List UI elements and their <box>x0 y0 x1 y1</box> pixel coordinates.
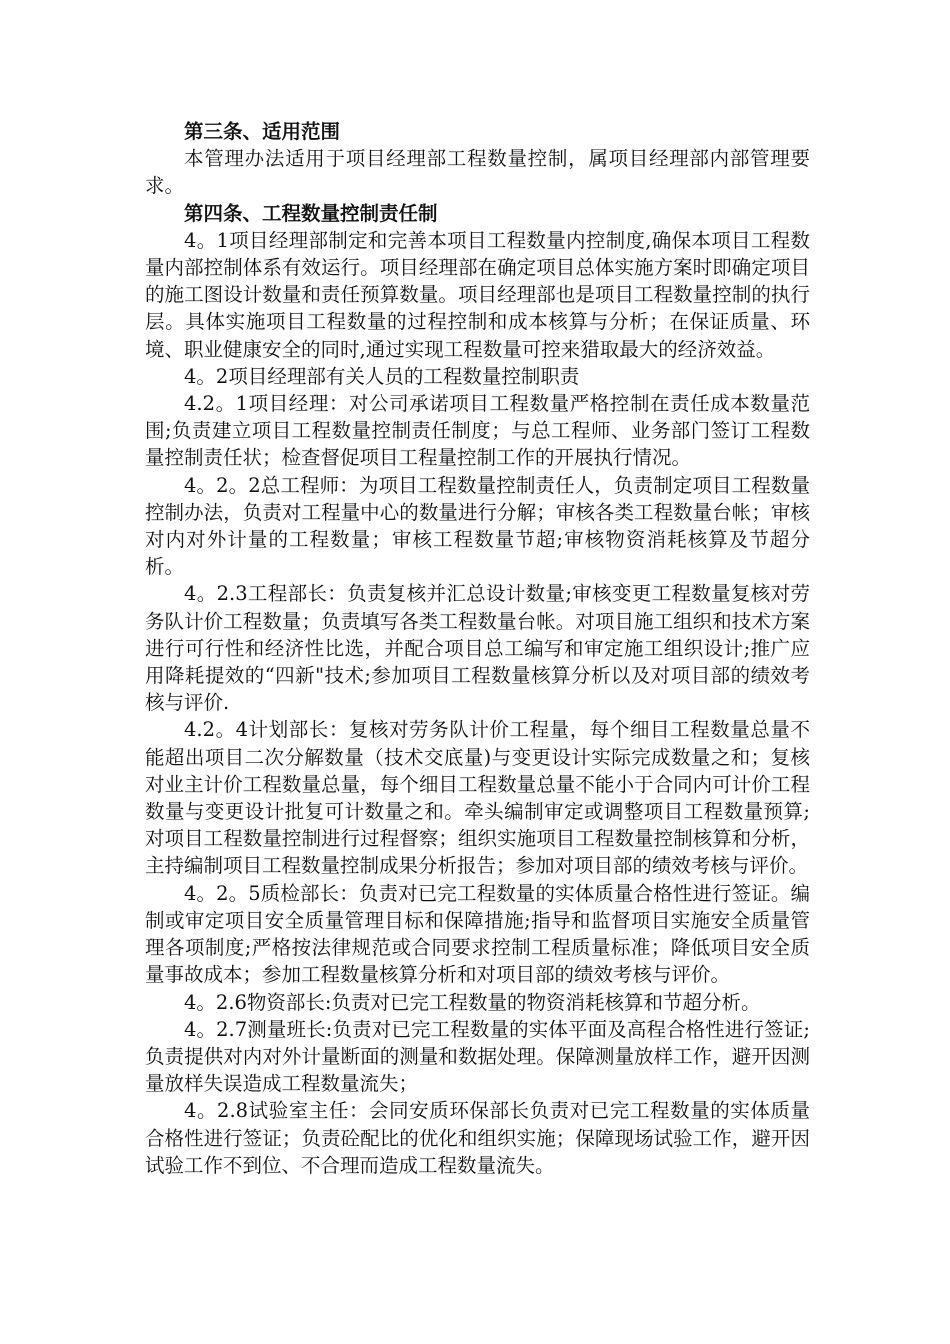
paragraph-4-2-4: 4.2。4计划部长：复核对劳务队计价工程量，每个细目工程数量总量不能超出项目二次分解数量（技术交底量)与变更设计实际完成数量之和；复核对业主计价工程数量总量，每个细目工程数量总量不能小于合同内可计价工程数量与变更设计批复可计数量之和。牵头编制审定或调整项目工程数量预算;对项目工程数量控制进行过程督察；组织实施项目工程数量控制核算和分析，主持编制项目工程数量控制成果分析报告；参加对项目部的绩效考核与评价。 <box>145 718 810 878</box>
section-heading-3: 第三条、适用范围 <box>184 120 341 143</box>
paragraph-4-2-2: 4。2。2总工程师：为项目工程数量控制责任人，负责制定项目工程数量控制办法，负责对工程量中心的数量进行分解；审核各类工程数量台帐；审核对内对外计量的工程数量；审核工程数量节超;审核物资消耗核算及节超分析。 <box>145 473 810 579</box>
document-page <box>145 118 810 1179</box>
paragraph-4-2-5: 4。2。5质检部长：负责对已完工程数量的实体质量合格性进行签证。编制或审定项目安全质量管理目标和保障措施;指导和监督项目实施安全质量管理各项制度;严格按法律规范或合同要求控制工程质量标准；降低项目安全质量事故成本；参加工程数量核算分析和对项目部的绩效考核与评价。 <box>145 881 810 987</box>
paragraph-4-2-3: 4。2.3工程部长：负责复核并汇总设计数量;审核变更工程数量复核对劳务队计价工程数量；负责填写各类工程数量台帐。对项目施工组织和技术方案进行可行性和经济性比选，并配合项目总工编写和审定施工组织设计;推广应用降耗提效的“四新"技术;参加项目工程数量核算分析以及对项目部的绩效考核与评价. <box>145 582 810 715</box>
section-heading-4: 第四条、工程数量控制责任制 <box>184 201 438 225</box>
paragraph-4-1: 4。1项目经理部制定和完善本项目工程数量内控制度,确保本项目工程数量内部控制体系有效运行。项目经理部在确定项目总体实施方案时即确定项目的施工图设计数量和责任预算数量。项目经理部也是项目工程数量控制的执行层。具体实施项目工程数量的过程控制和成本核算与分析；在保证质量、环境、职业健康安全的同时,通过实现工程数量可控来猎取最大的经济效益。 <box>145 228 810 361</box>
paragraph-4-2-1: 4.2。1项目经理：对公司承诺项目工程数量严格控制在责任成本数量范围;负责建立项目工程数量控制责任制度；与总工程师、业务部门签订工程数量控制责任状；检查督促项目工程量控制工作的开展执行情况。 <box>145 392 810 470</box>
paragraph-4-2: 4。2项目经理部有关人员的工程数量控制职责 <box>184 364 580 388</box>
paragraph-4-2-8: 4。2.8试验室主任：会同安质环保部长负责对已完工程数量的实体质量合格性进行签证；负责砼配比的优化和组织实施；保障现场试验工作，避开因试验工作不到位、不合理而造成工程数量流失。 <box>145 1099 810 1177</box>
paragraph-scope: 本管理办法适用于项目经理部工程数量控制，属项目经理部内部管理要求。 <box>145 147 810 198</box>
paragraph-4-2-6: 4。2.6物资部长:负责对已完工程数量的物资消耗核算和节超分析。 <box>184 990 761 1014</box>
paragraph-4-2-7: 4。2.7测量班长:负责对已完工程数量的实体平面及高程合格性进行签证;负责提供对内对外计量断面的测量和数据处理。保障测量放样工作，避开因测量放样失误造成工程数量流失； <box>145 1017 810 1096</box>
